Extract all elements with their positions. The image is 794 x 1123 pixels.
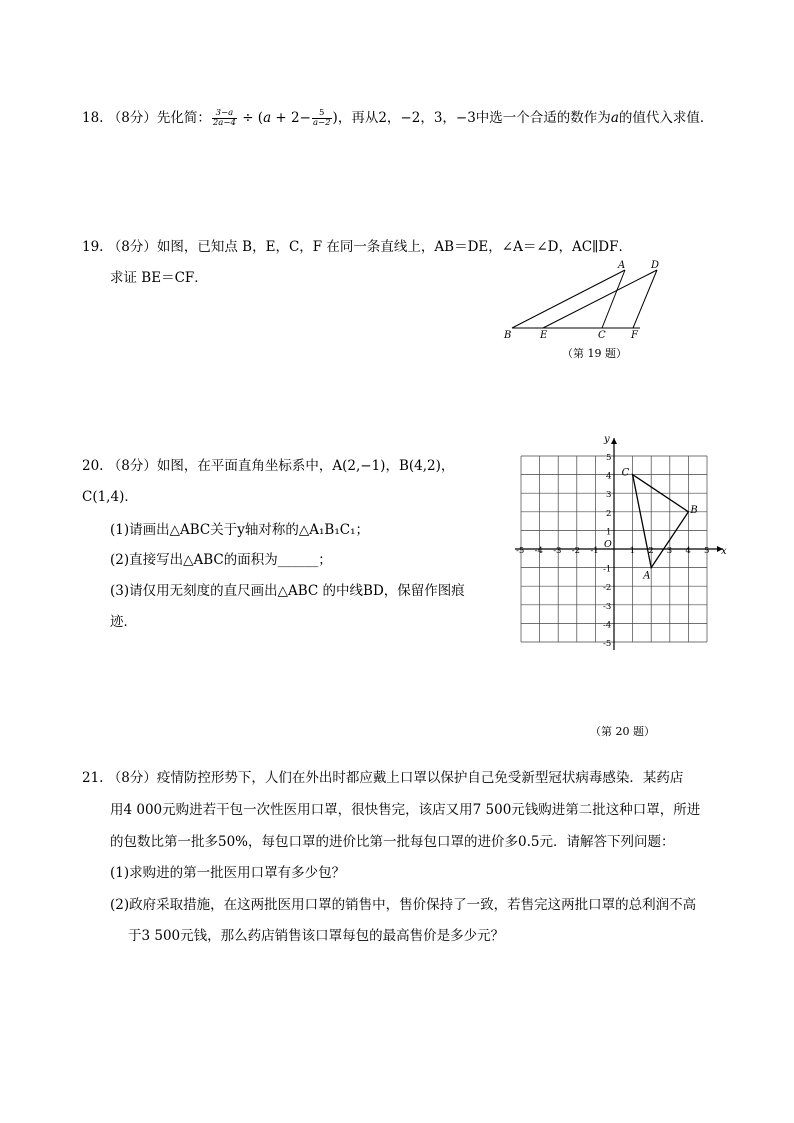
point-label-a: A [643, 570, 651, 582]
y-tick-label: 4 [606, 471, 612, 482]
q18-paren-open: ( [257, 110, 264, 126]
q21-points: （8分） [107, 770, 157, 786]
q18-fraction-1-denominator: 2a−4 [212, 118, 236, 128]
q18-fraction-1 [212, 109, 237, 128]
q18-paren-close: ) [332, 110, 338, 126]
q20-sub-3b: 迹． [110, 614, 137, 630]
q21-line-2: 用4 000元购进若干包一次性医用口罩，很快售完，该店又用7 500元钱购进第二批这种口罩，所进 [110, 802, 701, 818]
q18-points: （8分） [107, 110, 157, 126]
y-tick-label: 5 [606, 453, 612, 463]
triangle-abc [633, 475, 689, 568]
q19-label-c: C [598, 330, 606, 340]
q18-tail: ，再从2，−2，3，−3中选一个合适的数作为 [337, 110, 611, 126]
q18-line [82, 109, 713, 128]
q19-segment-ed [543, 270, 657, 328]
q19-line-2: 求证 BE＝CF． [110, 270, 208, 286]
q19-label-f: F [631, 330, 638, 340]
q19-line-1 [82, 238, 632, 256]
q18-tail-var: a [610, 110, 619, 126]
q20-points: （8分） [107, 458, 157, 474]
q19-segment-ac [602, 270, 625, 328]
q19-segment-df [633, 270, 657, 328]
q18-fraction-2-denominator: a−2 [312, 118, 331, 128]
q19-figure [500, 258, 680, 340]
x-tick-label: -3 [553, 546, 562, 556]
q20-caption: （第 20 题） [590, 725, 655, 738]
q20-sub-2: (2)直接写出△ABC的面积为______； [110, 552, 332, 568]
q21-line-3: 的包数比第一批多50%，每包口罩的进价比第一批每包口罩的进价多0.5元．请解答下列问题： [110, 834, 675, 850]
q18-fraction-2 [312, 109, 332, 128]
point-label-b: B [690, 504, 698, 516]
q20-number: 20. [82, 458, 104, 474]
y-tick-label: 1 [606, 527, 612, 538]
y-tick-label: -5 [603, 639, 612, 649]
q20-coordinate-grid [500, 420, 740, 652]
x-tick-label: 2 [648, 546, 654, 556]
x-tick-label: 4 [685, 546, 691, 556]
x-tick-label: 3 [666, 546, 673, 556]
q18-lead: 先化简： [156, 110, 211, 126]
q18-plus-two: + 2− [271, 110, 311, 126]
q18-divide-sign: ÷ [242, 110, 254, 126]
x-tick-label: -4 [534, 546, 543, 556]
q19-statement: 如图，已知点 B，E，C，F 在同一条直线上，AB＝DE，∠A＝∠D，AC∥DF． [156, 239, 632, 255]
q18-tail-end: 的值代入求值． [618, 110, 714, 126]
q19-number: 19. [82, 239, 104, 255]
q19-label-d: D [651, 260, 660, 271]
origin-label: O [604, 539, 612, 550]
x-tick-label: -2 [571, 546, 581, 556]
q19-segment-ba [512, 270, 625, 328]
y-axis-label: y [604, 434, 610, 445]
y-tick-label: -3 [603, 601, 612, 612]
y-axis-arrow [611, 438, 617, 444]
q20-line-2: C(1,4)． [82, 489, 138, 505]
y-tick-label: -1 [603, 564, 612, 575]
x-tick-label: 5 [704, 546, 710, 556]
q18-fraction-2-numerator: 5 [312, 109, 332, 119]
q19-caption: （第 19 题） [562, 347, 627, 360]
x-axis-label: x [721, 546, 727, 557]
q21-number: 21. [82, 770, 104, 786]
q21-statement-1: 疫情防控形势下，人们在外出时都应戴上口罩以保护自己免受新型冠状病毒感染．某药店 [156, 770, 684, 786]
q20-line-1 [82, 457, 454, 475]
q20-sub-3a: (3)请仅用无刻度的直尺画出△ABC 的中线BD，保留作图痕 [110, 583, 465, 599]
x-tick-label: -5 [516, 546, 525, 556]
q21-sub-2a: (2)政府采取措施，在这两批医用口罩的销售中，售价保持了一致，若售完这两批口罩的总利润不高 [110, 897, 697, 913]
y-tick-label: -2 [603, 583, 612, 594]
q19-label-a: A [618, 260, 626, 271]
x-tick-label: -1 [590, 546, 599, 556]
q18-var-a: a [263, 110, 272, 126]
q20-sub-1: (1)请画出△ABC关于y轴对称的△A₁B₁C₁； [110, 522, 369, 538]
q19-label-b: B [504, 330, 512, 340]
y-tick-label: 3 [606, 490, 612, 501]
y-tick-label: -4 [603, 620, 612, 631]
q18-number: 18. [82, 110, 104, 126]
q21-line-1 [82, 769, 683, 787]
y-tick-label: 2 [606, 508, 612, 519]
q19-label-e: E [540, 330, 548, 340]
q21-sub-1: (1)求购进的第一批医用口罩有多少包？ [110, 865, 346, 881]
q18-fraction-1-numerator: 3−a [212, 109, 237, 119]
q20-statement: 如图，在平面直角坐标系中，A(2,−1)，B(4,2)， [156, 458, 455, 474]
q21-sub-2b: 于3 500元钱，那么药店销售该口罩每包的最高售价是多少元？ [128, 928, 505, 944]
x-tick-label: 1 [629, 546, 636, 556]
q19-points: （8分） [107, 239, 157, 255]
point-label-c: C [621, 467, 630, 479]
